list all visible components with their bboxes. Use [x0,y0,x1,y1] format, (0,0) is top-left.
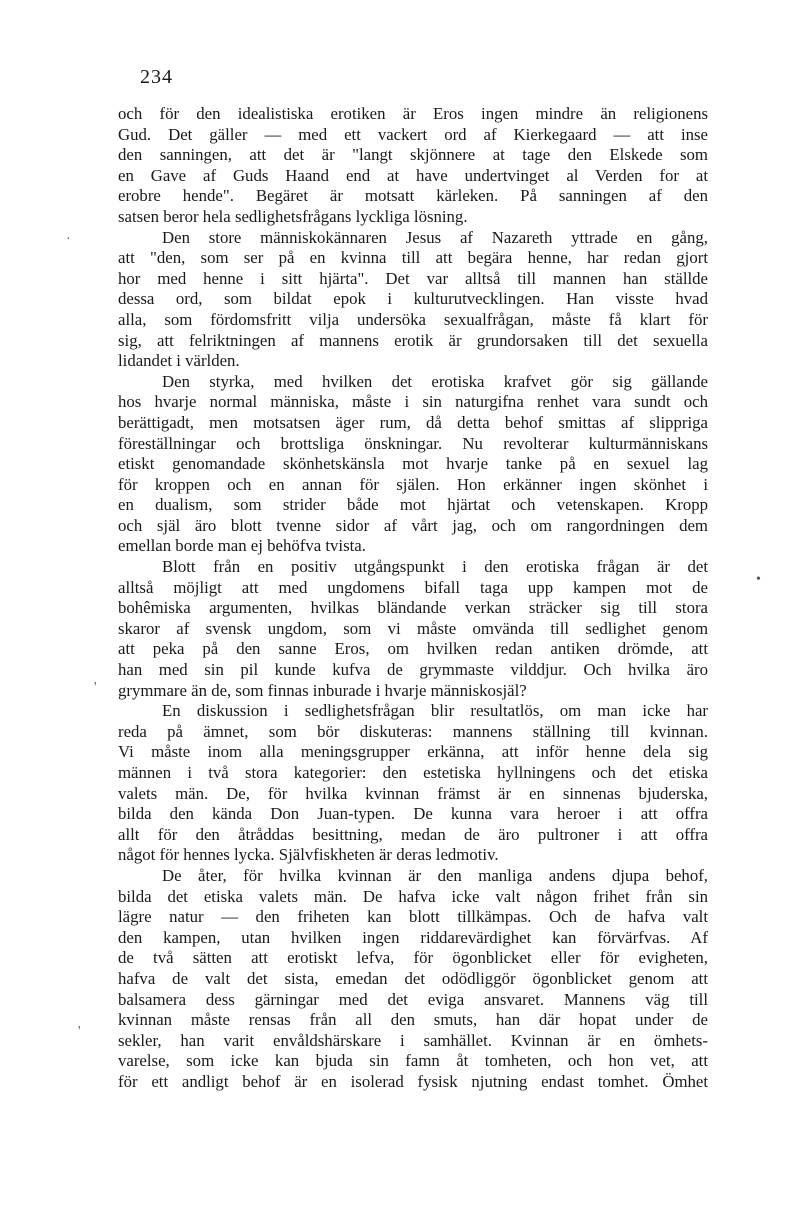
text-line: något för hennes lycka. Självfiskheten är deras ledmotiv. [118,845,499,865]
text-line: Blott från en positiv utgångspunkt i den erotiska frågan är det [162,557,708,577]
text-line: dessa ord, som bildat epok i kulturutvecklingen. Han visste hvad [118,289,708,309]
text-line: den sanningen, att det är "langt skjönnere at tage den Elskede som [118,145,708,165]
text-line: hafva de valt det sista, emedan det odödliggör ögonblicket genom att [118,968,708,988]
text-line: bilda det etiska valets män. De hafva icke valt någon frihet från sin [118,886,708,906]
text-line: alltså möjligt att med ungdomens bifall taga upp kampen mot de [118,577,708,597]
text-line: att peka på den sanne Eros, om hvilken redan antiken drömde, att [118,639,708,659]
text-line: en dualism, som strider både mot hjärtat och vetenskapen. Kropp [118,495,708,515]
text-line: Den store människokännaren Jesus af Nazareth yttrade en gång, [162,227,708,247]
text-line: att "den, som ser på en kvinna till att begära henne, har redan gjort [118,248,708,268]
text-line: föreställningar och brottsliga önskningar. Nu revolterar kulturmänniskans [118,433,708,453]
text-line: den kampen, utan hvilken ingen riddarevärdighet kan förvärfvas. Af [118,927,708,947]
text-line: Vi måste inom alla meningsgrupper erkänna, att inför henne dela sig [118,742,708,762]
text-line: kvinnan måste rensas från all den smuts, han där hopat under de [118,1010,708,1030]
text-line: sig, att felriktningen af mannens erotik är grundorsaken till det sexuella [118,330,708,350]
text-line: alla, som fördomsfritt vilja undersöka sexualfrågan, måste få klart för [118,309,708,329]
text-line: allt för den åtråddas besittning, medan de äro pultroner i att offra [118,824,708,844]
text-line: bohêmiska argumenten, hvilkas bländande verkan sträcker sig till stora [118,598,708,618]
text-line: etiskt genomandade skönhetskänsla mot hvarje tanke på en sexuel lag [118,454,708,474]
text-line: berättigadt, men motsatsen äger rum, då detta behof smittas af slippriga [118,412,708,432]
text-line: en Gave af Guds Haand end at have undertvinget al Verden for at [118,165,708,185]
text-line: och för den idealistiska erotiken är Eros ingen mindre än religionens [118,104,708,123]
body-text [118,104,708,1093]
text-line: En diskussion i sedlighetsfrågan blir resultatlös, om man icke har [162,701,708,721]
text-line: lägre natur — den friheten kan blott tillkämpas. Och de hafva valt [118,907,708,927]
text-line: männen i två stora kategorier: den estetiska hyllningens och det etiska [118,763,708,782]
text-line: hor med henne i sitt hjärta". Det var alltså till mannen han ställde [118,268,708,288]
text-line: balsamera dess gärningar med det eviga ansvaret. Mannens väg till [118,989,708,1009]
text-line: sekler, han varit envåldshärskare i samhället. Kvinnan är en ömhets- [118,1030,708,1050]
text-line: de två sätten att erotiskt lefva, för ögonblicket eller för evigheten, [118,948,708,968]
text-line: hos hvarje normal människa, måste i sin naturgifna renhet vara sundt och [118,392,708,412]
page-number: 234 [140,66,173,88]
text-line: valets män. De, för hvilka kvinnan främst är en sinnenas bjuderska, [118,783,708,803]
text-line: för kroppen och en annan för själen. Hon erkänner ingen skönhet i [118,474,708,494]
text-line: reda på ämnet, som bör diskuteras: mannens ställning till kvinnan. [118,721,708,741]
text-line: Den styrka, med hvilken det erotiska krafvet gör sig gällande [162,371,708,391]
text-line: han med sin pil kunde kufva de grymmaste vilddjur. Och hvilka äro [118,660,708,680]
margin-dot: ' [78,1024,81,1039]
text-line: Gud. Det gäller — med ett vackert ord af Kierkegaard — att inse [118,124,708,144]
text-line: grymmare än de, som finnas inburade i hvarje människosjäl? [118,680,527,700]
text-line: varelse, som icke kan bjuda sin famn åt tomheten, och hon vet, att [118,1051,708,1071]
text-line: emellan borde man ej behöfva tvista. [118,536,366,556]
text-line: för ett andligt behof är en isolerad fysisk njutning endast tomhet. Ömhet [118,1071,708,1091]
margin-dot: ' [94,680,97,695]
text-line: erobre hende". Begäret är motsatt kärleken. På sanningen af den [118,186,708,206]
text-line: satsen beror hela sedlighetsfrågans lyckliga lösning. [118,206,468,226]
text-line: bilda den kända Don Juan-typen. De kunna vara heroer i att offra [118,804,708,824]
margin-dot: · [66,232,71,247]
text-line: skaror af svensk ungdom, som vi måste omvända till sedlighet genom [118,618,708,638]
text-line: lidandet i världen. [118,351,240,371]
margin-dot: • [756,572,761,587]
text-line: De åter, för hvilka kvinnan är den manliga andens djupa behof, [162,865,708,885]
text-line: och själ äro blott tvenne sidor af vårt jag, och om rangordningen dem [118,515,708,535]
